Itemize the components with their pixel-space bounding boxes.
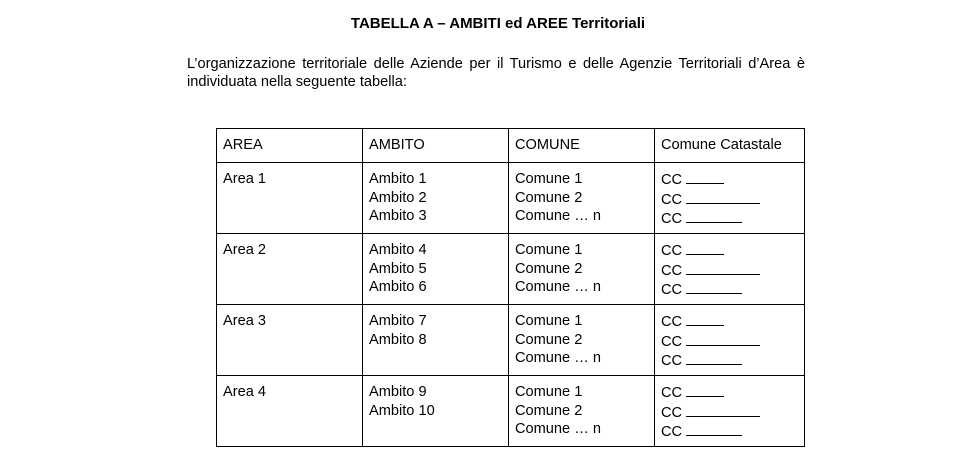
comune-item: Comune 1	[515, 171, 583, 187]
area-cell	[217, 234, 363, 305]
comune-item: Comune 1	[515, 242, 583, 258]
catastale-item	[661, 312, 804, 332]
ambito-cell	[363, 376, 509, 447]
table-row	[217, 376, 805, 447]
header-comune: COMUNE	[509, 129, 655, 163]
blank-line	[686, 383, 724, 397]
comune-item: Comune … n	[515, 208, 601, 224]
ambito-item: Ambito 2	[369, 189, 427, 206]
catastale-item	[661, 190, 804, 210]
comune-item: Comune 1	[515, 313, 583, 329]
ambito-item: Ambito 8	[369, 331, 427, 348]
area-cell	[217, 163, 363, 234]
catastale-code: CC	[661, 262, 683, 279]
table-row	[217, 305, 805, 376]
ambito-cell	[363, 305, 509, 376]
comune-cell	[509, 376, 655, 447]
comune-item: Comune … n	[515, 279, 601, 295]
catastale-cell	[655, 234, 805, 305]
comune-item: Comune … n	[515, 421, 601, 437]
blank-line	[686, 241, 724, 255]
ambito-item: Ambito 5	[369, 260, 427, 277]
comune-cell	[509, 163, 655, 234]
catastale-item	[661, 241, 804, 261]
catastale-item	[661, 383, 804, 403]
comune-item: Comune … n	[515, 350, 601, 366]
catastale-item	[661, 280, 804, 300]
catastale-code: CC	[661, 404, 683, 421]
table-row	[217, 163, 805, 234]
blank-line	[686, 209, 742, 223]
territorial-table	[216, 128, 805, 447]
blank-line	[686, 280, 742, 294]
catastale-item	[661, 170, 804, 190]
comune-cell	[509, 234, 655, 305]
area-cell	[217, 376, 363, 447]
catastale-item	[661, 351, 804, 371]
blank-line	[686, 261, 760, 275]
catastale-code: CC	[661, 314, 683, 330]
catastale-code: CC	[661, 353, 683, 369]
blank-line	[686, 170, 724, 184]
catastale-code: CC	[661, 385, 683, 401]
blank-line	[686, 351, 742, 365]
blank-line	[686, 332, 760, 346]
table-header-row	[217, 129, 805, 163]
catastale-code: CC	[661, 243, 683, 259]
blank-line	[686, 190, 760, 204]
comune-item: Comune 2	[515, 260, 583, 277]
ambito-item: Ambito 9	[369, 384, 427, 400]
catastale-item	[661, 403, 804, 423]
ambito-item: Ambito 4	[369, 242, 427, 258]
ambito-item: Ambito 1	[369, 171, 427, 187]
header-comune-catastale: Comune Catastale	[655, 129, 805, 163]
comune-item: Comune 1	[515, 384, 583, 400]
catastale-item	[661, 422, 804, 442]
header-area: AREA	[217, 129, 363, 163]
ambito-item: Ambito 10	[369, 402, 435, 419]
catastale-code: CC	[661, 282, 683, 298]
area-label: Area 1	[223, 171, 266, 187]
catastale-code: CC	[661, 191, 683, 208]
blank-line	[686, 403, 760, 417]
header-ambito: AMBITO	[363, 129, 509, 163]
catastale-code: CC	[661, 172, 683, 188]
ambito-cell	[363, 234, 509, 305]
area-label: Area 3	[223, 313, 266, 329]
catastale-item	[661, 332, 804, 352]
catastale-item	[661, 209, 804, 229]
catastale-code: CC	[661, 424, 683, 440]
document-title: TABELLA A – AMBITI ed AREE Territoriali	[350, 15, 646, 32]
area-label: Area 4	[223, 384, 266, 400]
table-row	[217, 234, 805, 305]
ambito-item: Ambito 3	[369, 208, 427, 224]
catastale-code: CC	[661, 211, 683, 227]
catastale-cell	[655, 305, 805, 376]
ambito-cell	[363, 163, 509, 234]
blank-line	[686, 312, 724, 326]
ambito-item: Ambito 7	[369, 313, 427, 329]
comune-item: Comune 2	[515, 189, 583, 206]
intro-paragraph: L’organizzazione territoriale delle Aziende per il Turismo e delle Agenzie Territoriali d’Area è individuata nella seguente tabella:	[187, 56, 805, 90]
catastale-cell	[655, 163, 805, 234]
area-cell	[217, 305, 363, 376]
catastale-code: CC	[661, 333, 683, 350]
ambito-item: Ambito 6	[369, 279, 427, 295]
catastale-item	[661, 261, 804, 281]
area-label: Area 2	[223, 242, 266, 258]
comune-item: Comune 2	[515, 331, 583, 348]
comune-cell	[509, 305, 655, 376]
catastale-cell	[655, 376, 805, 447]
blank-line	[686, 422, 742, 436]
comune-item: Comune 2	[515, 402, 583, 419]
